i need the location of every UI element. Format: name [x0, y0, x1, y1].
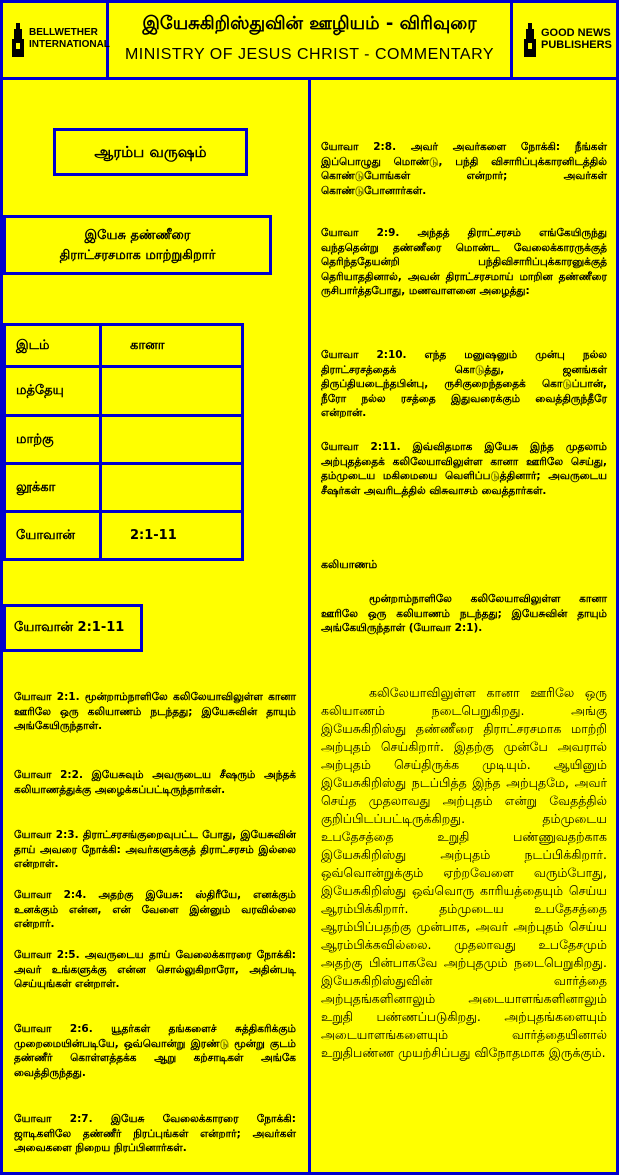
verse-paragraph: யோவா 2:4. அதற்கு இயேசு: ஸ்திரீயே, எனக்கும் உனக்கும் என்ன, என் வேளை இன்னும் வரவில்லை என்றார். [14, 889, 296, 930]
table-row [5, 512, 243, 560]
good-news-logo [510, 3, 619, 77]
ref-value [101, 416, 243, 464]
title-tamil: இயேசுகிறிஸ்துவின் ஊழியம் - விரிவுரை [142, 13, 477, 34]
topic-line-2: திராட்சரசமாக மாற்றுகிறார் [59, 248, 216, 263]
section-verse: மூன்றாம்நாளிலே கலிலேயாவிலுள்ள கானா ஊரிலே ஒரு கலியாணம் நடந்தது; இயேசுவின் தாயும் அங்கேயிருந்தாள் (யோவா 2:1). [321, 593, 607, 634]
topic-line-1: இயேசு தண்ணீரை [84, 228, 191, 243]
passage-reference: யோவான் 2:1-11 [14, 620, 125, 635]
ref-value: 2:1-11 [101, 512, 243, 560]
verse-paragraph: யோவா 2:3. திராட்சரசங்குறைவுபட்ட போது, இயேசுவின் தாய் அவரை நோக்கி: அவர்களுக்குத் திராட்சரசம் இல்லை என்றாள். [14, 829, 296, 870]
section-heading: கலியாணம் [321, 558, 378, 571]
title-english: MINISTRY OF JESUS CHRIST - COMMENTARY [124, 46, 495, 63]
verse-paragraph: யோவா 2:10. எந்த மனுஷனும் முன்பு நல்ல திராட்சரசத்தைக் கொடுத்து, ஜனங்கள் திருப்தியடைந்தபின்பு, ருசிகுறைந்ததைக் கொடுப்பான், நீரோ நல்ல ரசத்தை இதுவரைக்கும் வைத்திருந்தீரே என்றான். [321, 349, 607, 419]
ref-label: யோவான் [5, 512, 101, 560]
topic-box [3, 215, 272, 275]
ref-value [101, 464, 243, 512]
column-divider [308, 80, 311, 1172]
ref-label: மாற்கு [5, 416, 101, 464]
bellwether-logo-text: BELLWETHER INTERNATIONAL [29, 27, 110, 50]
ref-label: லூக்கா [5, 464, 101, 512]
bell-tower-icon [523, 23, 537, 57]
verse-paragraph: யோவா 2:1. மூன்றாம்நாளிலே கலிலேயாவிலுள்ள கானா ஊரிலே ஒரு கலியாணம் நடந்தது; இயேசுவின் தாயும் அங்கேயிருந்தாள். [14, 691, 296, 732]
verse-paragraph: யோவா 2:6. யூதர்கள் தங்களைச் சுத்திகரிக்கும் முறைமையின்படியே, ஒவ்வொன்று இரண்டு மூன்று குடம் தண்ணீர் கொள்ளத்தக்க ஆறு கற்சாடிகள் அங்கே வைத்திருந்தது. [14, 1023, 296, 1079]
ref-value [101, 367, 243, 416]
ref-label: இடம் [5, 325, 101, 367]
start-year-box [53, 128, 248, 176]
bell-tower-icon [11, 23, 25, 57]
ref-label: மத்தேயு [5, 367, 101, 416]
verse-paragraph: யோவா 2:2. இயேசுவும் அவருடைய சீஷரும் அந்தக் கலியாணத்துக்கு அழைக்கப்பட்டிருந்தார்கள். [14, 769, 296, 796]
verse-paragraph: யோவா 2:11. இவ்விதமாக இயேசு இந்த முதலாம் அற்புதத்தைக் கலிலேயாவிலுள்ள கானா ஊரிலே செய்து, தம்முடைய மகிமையை வெளிப்படுத்தினார்; அவருடைய சீஷர்கள் அவரிடத்தில் விசுவாசம் வைத்தார்கள். [321, 441, 607, 497]
table-row [5, 464, 243, 512]
table-row [5, 367, 243, 416]
ref-value: கானா [101, 325, 243, 367]
table-row [5, 325, 243, 367]
passage-reference-box [3, 604, 143, 652]
reference-table [3, 323, 244, 561]
verse-paragraph: யோவா 2:5. அவருடைய தாய் வேலைக்காரரை நோக்கி: அவர் உங்களுக்கு என்ன சொல்லுகிறாரோ, அதின்படி செய்யுங்கள் என்றாள். [14, 949, 296, 990]
start-year-label: ஆரம்ப வருஷம் [94, 143, 207, 161]
verse-paragraph: யோவா 2:7. இயேசு வேலைக்காரரை நோக்கி: ஜாடிகளிலே தண்ணீர் நிரப்புங்கள் என்றார்; அவர்கள் அவைகளை நிறைய நிரப்பினார்கள். [14, 1113, 296, 1154]
verse-paragraph: யோவா 2:9. அந்தத் திராட்சரசம் எங்கேயிருந்து வந்ததென்று தண்ணீரை மொண்ட வேலைக்காரருக்குத் தெரிந்ததேயன்றி பந்திவிசாரிப்புக்காரனுக்குத் தெரியாததினால், அவன் திராட்சரசமாய் மாறின தண்ணீரை ருசிபார்த்தபோது, மணவாளனை அழைத்து: [321, 227, 607, 297]
header [3, 3, 616, 80]
bellwether-logo [3, 3, 109, 77]
table-row [5, 416, 243, 464]
commentary-text: கலிலேயாவிலுள்ள கானா ஊரிலே ஒரு கலியாணம் நடைபெறுகிறது. அங்கு இயேசுகிறிஸ்து தண்ணீரை திராட்சரசமாக மாற்றி அற்புதம் செய்கிறார். இதற்கு முன்பே அவரால் அற்புதம் செய்திருக்க முடியும். ஆயினும் இயேசுகிறிஸ்து நடப்பித்த இந்த அற்புதமே, அவர் செய்த முதலாவது அற்புதம் என்று வேதத்தில் குறிப்பிடப்பட்டிருக்கிறது. தம்முடைய உபதேசத்தை உறுதி பண்ணுவதற்காக இயேசுகிறிஸ்து அற்புதம் நடப்பிக்கிறார். ஒவ்வொன்றுக்கும் ஏற்றவேளை வரும்போது, இயேசுகிறிஸ்து ஒவ்வொரு காரியத்தையும் செய்ய ஆரம்பிக்கிறார். தம்முடைய உபதேசத்தை ஆரம்பிப்பதற்கு முன்பாக, அவர் அற்புதம் செய்ய ஆரம்பிக்கவில்லை. முதலாவது உபதேசமும் அதற்கு பின்பாகவே அற்புதமும் நடைபெறுகிறது. இயேசுகிறிஸ்துவின் வார்த்தை அற்புதங்களினாலும் அடையாளங்களினாலும் உறுதி பண்ணப்படுகிறது. அற்புதங்களையும் அடையாளங்களையும் வார்த்தையினால் உறுதிபண்ண முயற்சிப்பது விநோதமாக இருக்கும். [321, 685, 607, 1060]
good-news-logo-text: GOOD NEWS PUBLISHERS [541, 27, 612, 51]
verse-paragraph: யோவா 2:8. அவர் அவர்களை நோக்கி: நீங்கள் இப்பொழுது மொண்டு, பந்தி விசாரிப்புக்காரனிடத்தில் கொண்டுபோங்கள் என்றார்; அவர்கள் கொண்டுபோனார்கள். [321, 141, 607, 197]
header-title [109, 3, 510, 77]
